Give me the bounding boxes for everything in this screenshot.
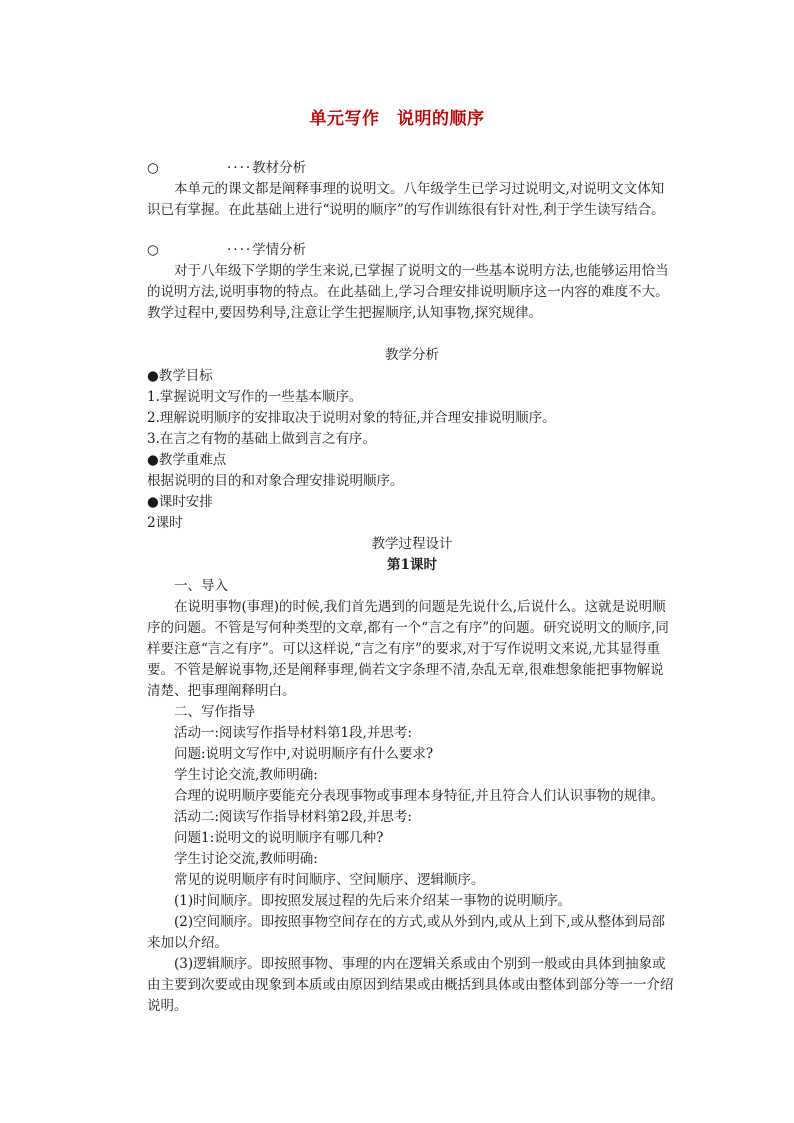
guide-line: 常见的说明顺序有时间顺序、空间顺序、逻辑顺序。 xyxy=(174,872,485,888)
goal-item: 2.理解说明顺序的安排取决于说明对象的特征,并合理安排说明顺序。 xyxy=(147,410,556,426)
paragraph-student-analysis: 对于八年级下学期的学生来说,已掌握了说明文的一些基本说明方法,也能够运用恰当的说明方法,说明事物的特点。在此基础上,学习合理安排说明顺序这一内容的难度不大。教学过程中,要因势利导,注意让学生把握顺序,认知事物,探究规律。 xyxy=(147,263,669,321)
guide-line: 学生讨论交流,教师明确: xyxy=(174,767,318,783)
guide-line: 活动二:阅读写作指导材料第2段,并思考: xyxy=(174,809,412,825)
paragraph-textbook-analysis: 本单元的课文都是阐释事理的说明文。八年级学生已学习过说明文,对说明文文体知识已有掌握。在此基础上进行“说明的顺序”的写作训练很有针对性,利于学生读写结合。 xyxy=(147,181,665,218)
section-heading-textbook xyxy=(147,158,677,179)
goal-item: 3.在言之有物的基础上做到言之有序。 xyxy=(147,431,376,447)
document-body xyxy=(147,158,677,1017)
heading-schedule: ●课时安排 xyxy=(147,494,213,510)
dots-decoration: ···· xyxy=(227,242,253,258)
page-title: 单元写作 说明的顺序 xyxy=(309,109,485,129)
paragraph-intro: 在说明事物(事理)的时候,我们首先遇到的问题是先说什么,后说什么。这就是说明顺序的问题。不管是写何种类型的文章,都有一个“言之有序”的问题。研究说明文的顺序,同样要注意“言之有序”。可以这样说,“言之有序”的要求,对于写作说明文来说,尤其显得重要。不管是解说事物,还是阐释事理,倘若文字条理不清,杂乱无章,很难想象能把事物解说清楚、把事理阐释明白。 xyxy=(147,599,669,699)
circle-icon: ○ xyxy=(147,160,159,176)
spacer xyxy=(147,221,677,240)
spacer xyxy=(147,324,677,345)
heading-lesson: 第1课时 xyxy=(387,557,437,573)
circle-icon: ○ xyxy=(147,242,159,258)
guide-line: 问题:说明文写作中,对说明顺序有什么要求? xyxy=(174,746,434,762)
heading-difficulty: ●教学重难点 xyxy=(147,452,227,468)
order-item: (2)空间顺序。即按照事物空间存在的方式,或从外到内,或从上到下,或从整体到局部来加以介绍。 xyxy=(147,914,665,951)
guide-line: 合理的说明顺序要能充分表现事物或事理本身特征,并且符合人们认识事物的规律。 xyxy=(174,788,665,804)
order-item: (3)逻辑顺序。即按照事物、事理的内在逻辑关系或由个别到一般或由具体到抽象或由主要到次要或由现象到本质或由原因到结果或由概括到具体或由整体到部分等一一介绍说明。 xyxy=(147,956,674,1014)
section-title: 教材分析 xyxy=(252,160,307,176)
difficulty-text: 根据说明的目的和对象合理安排说明顺序。 xyxy=(147,473,404,489)
goal-item: 1.掌握说明文写作的一些基本顺序。 xyxy=(147,389,363,405)
guide-line: 活动一:阅读写作指导材料第1段,并思考: xyxy=(174,725,412,741)
guide-line: 学生讨论交流,教师明确: xyxy=(174,851,318,867)
guide-line: 问题1:说明文的说明顺序有哪几种? xyxy=(174,830,384,846)
heading-goals: ●教学目标 xyxy=(147,368,213,384)
heading-teaching-analysis: 教学分析 xyxy=(385,347,439,363)
heading-process: 教学过程设计 xyxy=(371,536,453,552)
order-item: (1)时间顺序。即按照发展过程的先后来介绍某一事物的说明顺序。 xyxy=(174,893,572,909)
heading-intro: 一、导入 xyxy=(174,578,228,594)
heading-guide: 二、写作指导 xyxy=(174,704,255,720)
section-heading-student xyxy=(147,240,677,261)
dots-decoration: ···· xyxy=(227,160,253,176)
schedule-text: 2课时 xyxy=(147,515,183,531)
section-title: 学情分析 xyxy=(252,242,307,258)
